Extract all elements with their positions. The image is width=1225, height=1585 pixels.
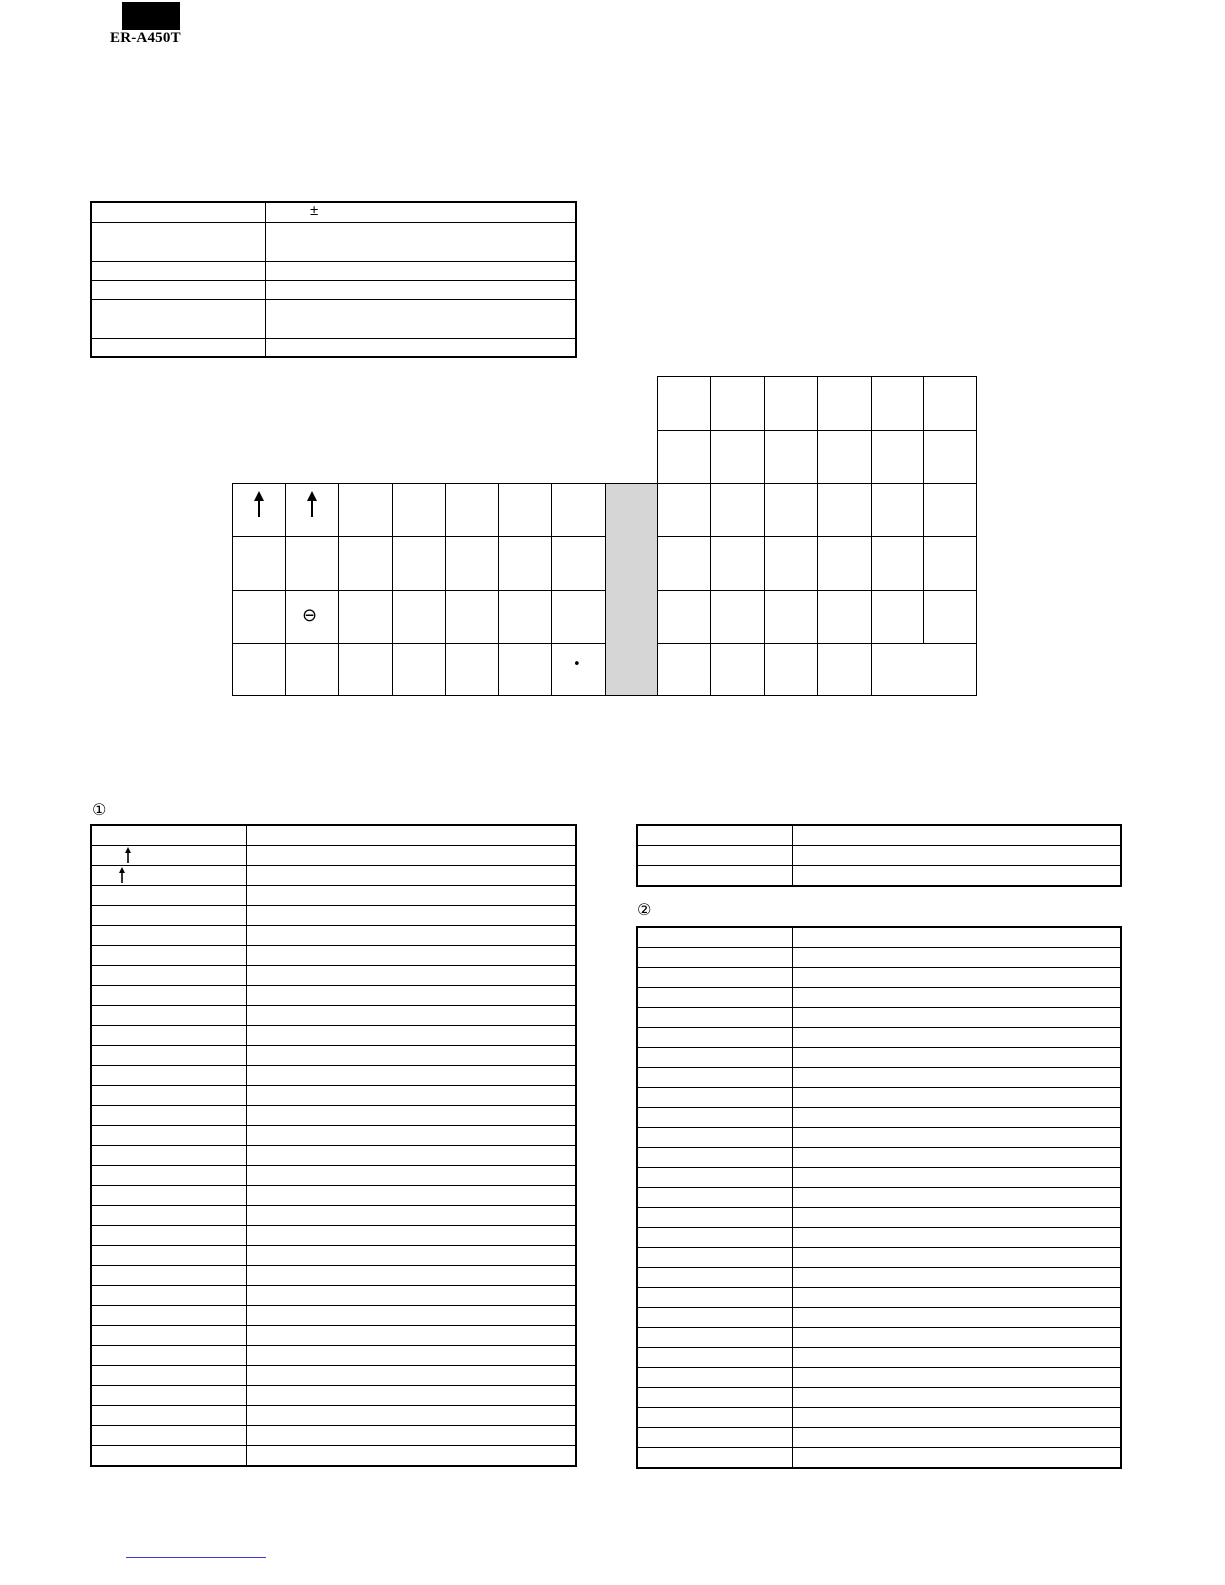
key [923, 430, 977, 484]
table-row [637, 825, 1121, 846]
key [871, 590, 924, 644]
key [392, 483, 446, 537]
table-row [91, 1306, 576, 1326]
table-row [91, 1126, 576, 1146]
table-row [91, 1346, 576, 1366]
key [392, 536, 446, 591]
key [551, 536, 606, 591]
key-function-table-1 [90, 824, 577, 1467]
section-marker-1: ① [92, 800, 107, 819]
table-row [637, 1308, 1121, 1328]
table-row [637, 1328, 1121, 1348]
table-row [637, 1068, 1121, 1088]
up-arrow-icon [286, 484, 338, 536]
table-row [637, 1288, 1121, 1308]
table-row [637, 1108, 1121, 1128]
table-row [637, 927, 1121, 948]
key [498, 590, 552, 644]
key [551, 590, 606, 644]
key [392, 590, 446, 644]
table-row [91, 1106, 576, 1126]
table-row [91, 1446, 576, 1467]
table-row [637, 988, 1121, 1008]
up-arrow-icon [116, 866, 128, 884]
key [445, 536, 499, 591]
key [923, 536, 977, 591]
table-row [91, 1066, 576, 1086]
table-row [637, 1228, 1121, 1248]
key [232, 643, 286, 696]
key [657, 430, 711, 484]
key [657, 376, 711, 431]
key [498, 483, 552, 537]
table-row [91, 886, 576, 906]
table-row [91, 846, 576, 866]
table-row [91, 1086, 576, 1106]
key [923, 483, 977, 537]
table-row [637, 1048, 1121, 1068]
key [923, 376, 977, 431]
paper-feed-key [232, 483, 286, 537]
key [710, 590, 765, 644]
decimal-key [551, 643, 606, 696]
table-row [91, 1246, 576, 1266]
table-row [637, 1408, 1121, 1428]
table-row [91, 1366, 576, 1386]
key [871, 536, 924, 591]
key [817, 590, 872, 644]
key [392, 643, 446, 696]
table-row [637, 1128, 1121, 1148]
key [871, 430, 924, 484]
key [764, 376, 818, 431]
table-row [637, 1008, 1121, 1028]
table-row [91, 1186, 576, 1206]
key-function-table-3 [636, 824, 1122, 887]
key [338, 483, 393, 537]
table-row [637, 1348, 1121, 1368]
key [817, 430, 872, 484]
table-row [91, 1326, 576, 1346]
key [817, 536, 872, 591]
key [445, 483, 499, 537]
table-row [91, 926, 576, 946]
shaded-key-column [605, 483, 658, 696]
table-row [637, 1028, 1121, 1048]
key [657, 590, 711, 644]
key [710, 643, 765, 696]
key [817, 483, 872, 537]
table-row [91, 1206, 576, 1226]
table-row [91, 1266, 576, 1286]
table-row [637, 1168, 1121, 1188]
plus-minus-symbol: ± [310, 202, 319, 220]
table-row [91, 1226, 576, 1246]
table-row [91, 1006, 576, 1026]
table-row [91, 1286, 576, 1306]
key [498, 643, 552, 696]
up-arrow-icon [233, 484, 285, 536]
key [817, 643, 872, 696]
table-row [91, 946, 576, 966]
minus-key [285, 590, 339, 644]
key [710, 536, 765, 591]
table-row [91, 906, 576, 926]
table-row [91, 825, 576, 846]
footer-rule [126, 1557, 266, 1558]
key [764, 643, 818, 696]
table-row [637, 1268, 1121, 1288]
table-row [637, 1088, 1121, 1108]
table-row [637, 866, 1121, 887]
model-name: ER-A450T [110, 30, 181, 46]
table-row [637, 948, 1121, 968]
paper-feed-key [285, 483, 339, 537]
table-row [637, 1448, 1121, 1469]
key [657, 483, 711, 537]
decimal-point-icon: • [573, 657, 581, 672]
key-function-table-2 [636, 926, 1122, 1469]
key [657, 536, 711, 591]
table-row [637, 1428, 1121, 1448]
up-arrow-icon [122, 846, 134, 864]
key [498, 536, 552, 591]
table-row [637, 1388, 1121, 1408]
key [764, 430, 818, 484]
table-row [91, 866, 576, 886]
table-row [637, 1188, 1121, 1208]
minus-circle-icon: ⊖ [302, 605, 318, 626]
table-row [637, 1248, 1121, 1268]
key [817, 376, 872, 431]
table-row [91, 1146, 576, 1166]
key [764, 483, 818, 537]
key [338, 536, 393, 591]
key [923, 590, 977, 644]
key [871, 483, 924, 537]
key [764, 590, 818, 644]
key [710, 483, 765, 537]
table-row [91, 986, 576, 1006]
key [445, 643, 499, 696]
key [871, 376, 924, 431]
key [338, 590, 393, 644]
logo-block [122, 2, 180, 30]
table-row [91, 1026, 576, 1046]
table-row [91, 1406, 576, 1426]
table-row [91, 1166, 576, 1186]
key [657, 643, 711, 696]
table-row [637, 1208, 1121, 1228]
table-row [637, 1148, 1121, 1168]
key [710, 430, 765, 484]
key [232, 590, 286, 644]
table-row [637, 846, 1121, 866]
table-row [637, 1368, 1121, 1388]
key [710, 376, 765, 431]
key [551, 483, 606, 537]
key [285, 643, 339, 696]
key [338, 643, 393, 696]
table-row [637, 968, 1121, 988]
key [764, 536, 818, 591]
table-row [91, 1386, 576, 1406]
key [445, 590, 499, 644]
wide-key [871, 643, 977, 696]
table-row [91, 1046, 576, 1066]
key [285, 536, 339, 591]
table-row [91, 1426, 576, 1446]
spec-table [90, 201, 577, 358]
key [232, 536, 286, 591]
section-marker-2: ② [637, 900, 652, 919]
table-row [91, 966, 576, 986]
